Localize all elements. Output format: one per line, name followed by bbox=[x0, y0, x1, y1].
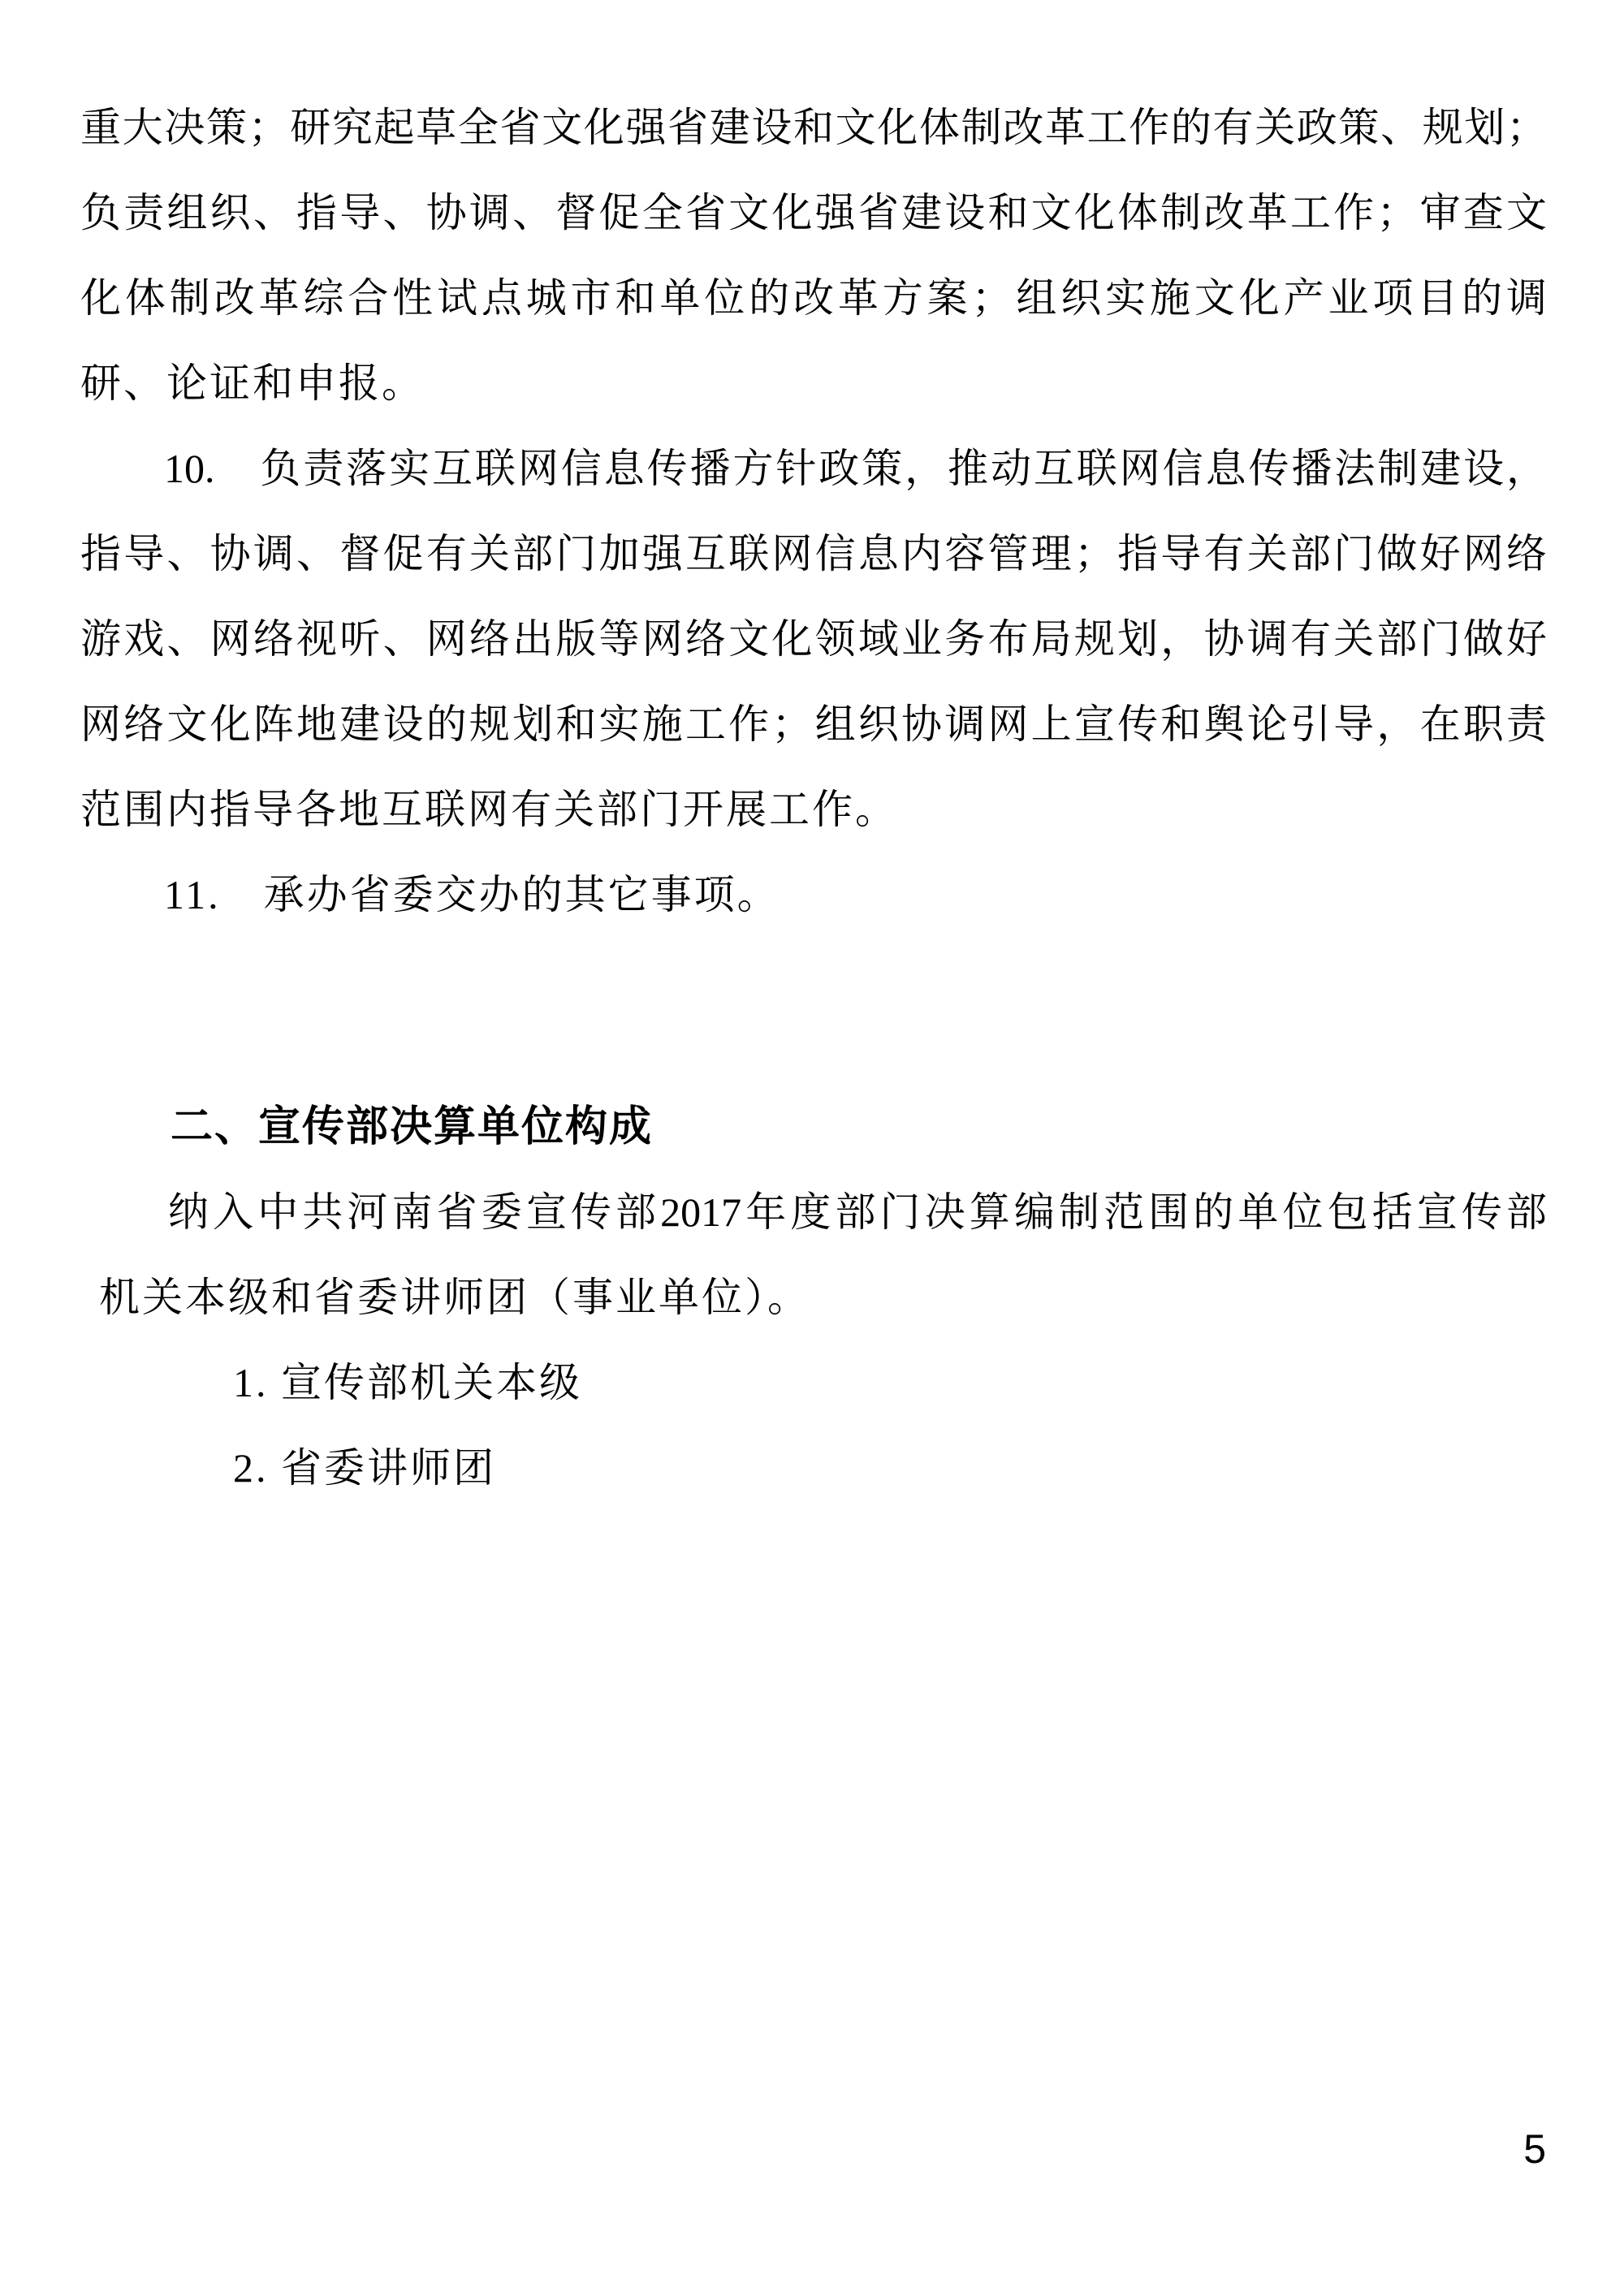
body-line-item-10: 10. 负责落实互联网信息传播方针政策，推动互联网信息传播法制建设， bbox=[164, 446, 1547, 491]
body-line: 重大决策；研究起草全省文化强省建设和文化体制改革工作的有关政策、规划； bbox=[80, 105, 1547, 150]
list-item: 2. 省委讲师团 bbox=[233, 1445, 496, 1491]
body-line: 研、论证和申报。 bbox=[80, 360, 425, 406]
body-line: 纳入中共河南省委宣传部2017年度部门决算编制范围的单位包括宣传部 bbox=[168, 1189, 1547, 1235]
page-number: 5 bbox=[1523, 2126, 1546, 2172]
section-heading: 二、宣传部决算单位构成 bbox=[171, 1103, 654, 1150]
list-item: 1. 宣传部机关本级 bbox=[233, 1360, 582, 1405]
body-line: 指导、协调、督促有关部门加强互联网信息内容管理；指导有关部门做好网络 bbox=[80, 531, 1547, 576]
text-block bbox=[80, 0, 1547, 1511]
body-line-item-11: 11. 承办省委交办的其它事项。 bbox=[164, 872, 780, 917]
body-line: 范围内指导各地互联网有关部门开展工作。 bbox=[80, 787, 898, 832]
body-line: 游戏、网络视听、网络出版等网络文化领域业务布局规划，协调有关部门做好 bbox=[80, 616, 1547, 662]
body-line: 机关本级和省委讲师团（事业单位）。 bbox=[99, 1275, 810, 1320]
body-line: 网络文化阵地建设的规划和实施工作；组织协调网上宣传和舆论引导，在职责 bbox=[80, 701, 1547, 747]
body-line: 化体制改革综合性试点城市和单位的改革方案；组织实施文化产业项目的调 bbox=[80, 275, 1547, 321]
body-line: 负责组织、指导、协调、督促全省文化强省建设和文化体制改革工作；审查文 bbox=[80, 190, 1547, 235]
